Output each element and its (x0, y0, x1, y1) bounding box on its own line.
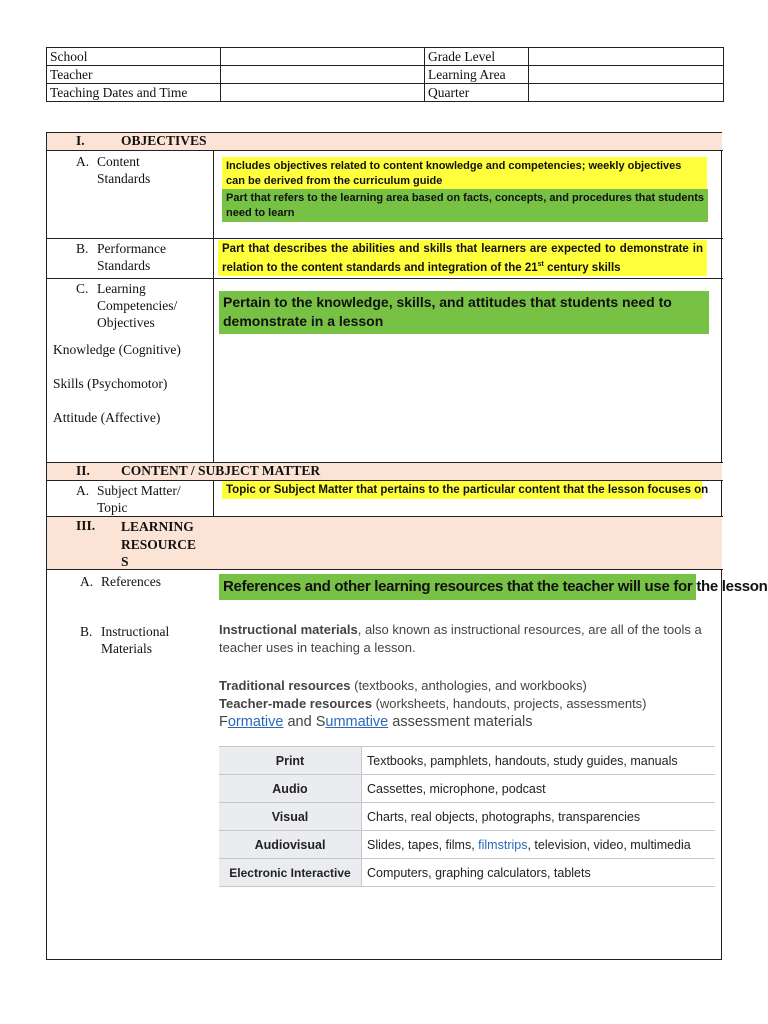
learning-competencies-label-line2: Competencies/ (97, 298, 178, 313)
examples-text: , television, video, multimedia (527, 837, 691, 852)
note-superscript: st (537, 261, 544, 268)
note-text: century skills (543, 261, 621, 274)
column-divider (213, 480, 214, 516)
content-standards-label-line2: Standards (97, 171, 151, 186)
traditional-text: (textbooks, anthologies, and workbooks) (350, 678, 587, 693)
table-row (47, 48, 724, 66)
references-note: References and other learning resources that the teacher will use for the lesson (219, 574, 696, 600)
learning-competencies-label-line1: Learning (97, 281, 146, 296)
teaching-dates-label: Teaching Dates and Time (47, 84, 221, 102)
quarter-value[interactable] (529, 84, 724, 102)
teaching-dates-value[interactable] (221, 84, 425, 102)
performance-standards-note-line1: Part that describes the abilities and skills that learners are expected to demonstrate in (222, 243, 703, 255)
performance-standards-letter: B. (76, 241, 89, 256)
performance-standards-note (218, 240, 707, 276)
resource-type: Audiovisual (219, 831, 362, 859)
note-text: relation to the content standards and integration of the 21 (222, 261, 538, 274)
table-row (219, 803, 715, 831)
grade-level-label: Grade Level (425, 48, 529, 66)
resources-number: III. (76, 518, 96, 533)
content-standards-note-green: Part that refers to the learning area based on facts, concepts, and procedures that students need to learn (222, 189, 708, 222)
subject-matter-label-line2: Topic (97, 500, 128, 515)
content-standards-letter: A. (76, 154, 90, 169)
table-row (219, 859, 715, 887)
resource-examples: Charts, real objects, photographs, transparencies (362, 803, 716, 831)
grade-level-value[interactable] (529, 48, 724, 66)
summative-link[interactable]: ummative (325, 714, 389, 730)
intro-text: , also known as instructional resources, are all of the tools a teacher uses in teaching a lesson. (219, 622, 702, 655)
content-standards-note-yellow: Includes objectives related to content knowledge and competencies; weekly objectives can be derived from the curriculum guide (222, 157, 707, 190)
quarter-label: Quarter (425, 84, 529, 102)
divider (46, 516, 723, 517)
school-label: School (47, 48, 221, 66)
instructional-materials-label-line1: Instructional (101, 624, 170, 639)
content-number: II. (76, 463, 90, 478)
resource-type: Print (219, 747, 362, 775)
resources-heading-line2: RESOURCE (121, 537, 197, 552)
references-label: References (101, 574, 161, 589)
performance-standards-label-line2: Standards (97, 258, 151, 273)
divider (46, 150, 723, 151)
performance-standards-note-line2 (222, 257, 703, 276)
resource-type: Electronic Interactive (219, 859, 362, 887)
school-value[interactable] (221, 48, 425, 66)
formative-link[interactable]: ormative (227, 714, 284, 730)
assessment-materials-line (219, 713, 711, 732)
learning-competencies-label-line3: Objectives (97, 315, 155, 330)
column-divider (213, 150, 214, 463)
table-row (219, 831, 715, 859)
header-info-table (46, 47, 724, 102)
subject-matter-label-line1: Subject Matter/ (97, 483, 181, 498)
resource-type: Audio (219, 775, 362, 803)
attitude-affective-label: Attitude (Affective) (53, 410, 161, 425)
content-standards-label-line1: Content (97, 154, 140, 169)
learning-area-label: Learning Area (425, 66, 529, 84)
resource-examples (362, 831, 716, 859)
instructional-materials-label-line2: Materials (101, 641, 152, 656)
teacher-made-resources-line (219, 695, 711, 713)
subject-matter-letter: A. (76, 483, 90, 498)
references-letter: A. (80, 574, 94, 589)
learning-competencies-letter: C. (76, 281, 89, 296)
resource-examples: Computers, graphing calculators, tablets (362, 859, 716, 887)
assessment-text: and S (283, 714, 326, 730)
teacher-made-bold: Teacher-made resources (219, 696, 372, 711)
objectives-number: I. (76, 133, 85, 148)
traditional-resources-line (219, 677, 711, 695)
knowledge-cognitive-label: Knowledge (Cognitive) (53, 342, 181, 357)
table-row (47, 66, 724, 84)
teacher-label: Teacher (47, 66, 221, 84)
resources-table (219, 746, 715, 887)
content-heading: CONTENT / SUBJECT MATTER (121, 463, 321, 478)
learning-competencies-note: Pertain to the knowledge, skills, and attitudes that students need to demonstrate in a lesson (219, 291, 709, 334)
table-row (219, 775, 715, 803)
performance-standards-label-line1: Performance (97, 241, 166, 256)
objectives-heading: OBJECTIVES (121, 133, 207, 148)
divider (46, 278, 723, 279)
teacher-made-text: (worksheets, handouts, projects, assessments) (371, 696, 647, 711)
filmstrips-link[interactable]: filmstrips (478, 837, 528, 852)
resources-heading-line1: LEARNING (121, 519, 194, 534)
resources-heading-line3: S (121, 554, 129, 569)
examples-text: Slides, tapes, films, (367, 837, 479, 852)
table-row (47, 84, 724, 102)
subject-matter-note: Topic or Subject Matter that pertains to the particular content that the lesson focuses on (222, 481, 702, 499)
resource-examples: Textbooks, pamphlets, handouts, study guides, manuals (362, 747, 716, 775)
learning-area-value[interactable] (529, 66, 724, 84)
intro-bold: Instructional materials (219, 622, 358, 637)
skills-psychomotor-label: Skills (Psychomotor) (53, 376, 168, 391)
divider (46, 569, 723, 570)
assessment-text: F (219, 714, 228, 730)
traditional-bold: Traditional resources (219, 678, 351, 693)
instructional-materials-letter: B. (80, 624, 93, 639)
instructional-materials-intro (219, 621, 711, 657)
teacher-value[interactable] (221, 66, 425, 84)
table-row (219, 747, 715, 775)
resource-type: Visual (219, 803, 362, 831)
assessment-text: assessment materials (388, 714, 533, 730)
resource-examples: Cassettes, microphone, podcast (362, 775, 716, 803)
divider (46, 238, 723, 239)
